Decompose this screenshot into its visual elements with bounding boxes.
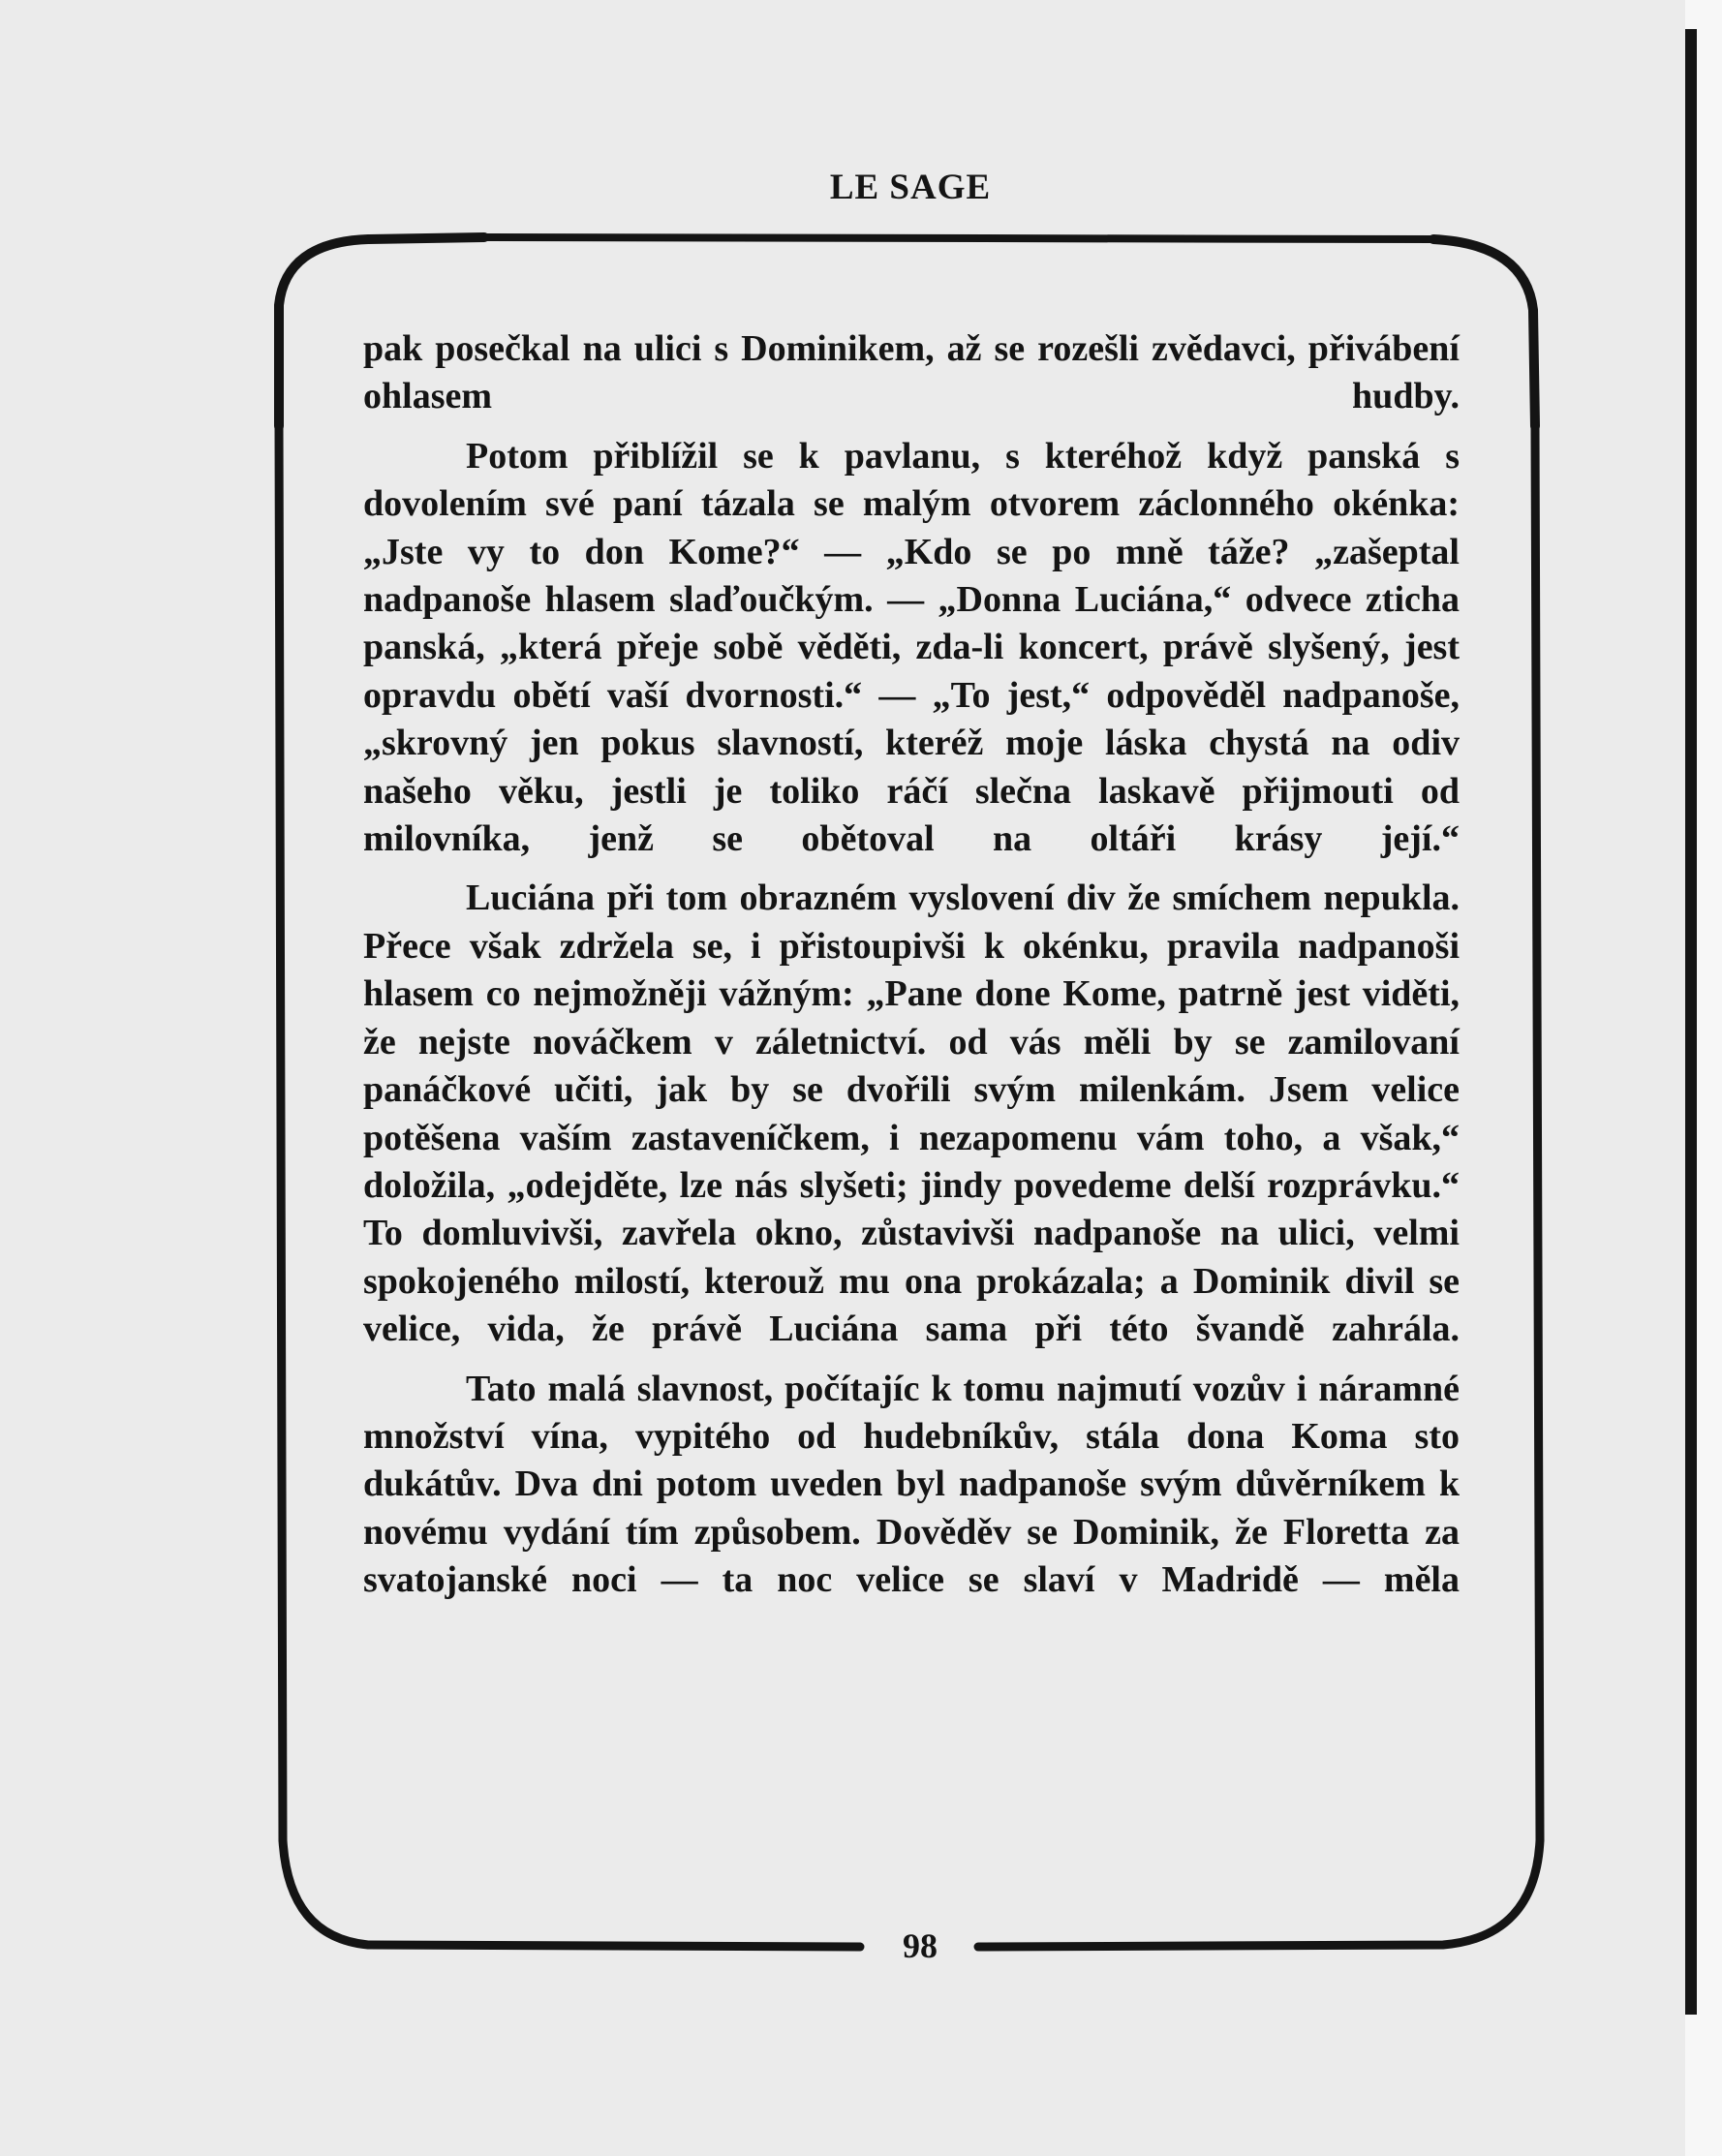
frame-top-border xyxy=(484,237,1433,239)
frame-right-border xyxy=(1535,426,1540,1840)
frame-left-border xyxy=(279,426,283,1840)
paragraph-4: Tato malá slavnost, počítajíc k tomu najmutí vozův i náramné množství vína, vypitého od hudebníkův, stála dona Koma sto dukátův. Dva dni potom uveden byl nadpanoše svým důvěrníkem k novému vydání tím způsobem. Dověděv se Dominik, že Floretta za svatojanské noci — ta noc velice se slaví v Madridě — měla xyxy=(363,1368,1460,1601)
body-text xyxy=(363,325,1460,1617)
binding-shadow xyxy=(1685,29,1697,2015)
paragraph-2: Potom přiblížil se k pavlanu, s kteréhož když panská s dovolením své paní tázala se malým otvorem záclonného okénka: „Jste vy to don Kome?“ — „Kdo se po mně táže? „zašeptal nadpanoše hlasem slaďoučkým. — „Donna Luciána,“ odvece zticha panská, „která přeje sobě věděti, zda-li koncert, právě slyšený, jest opravdu obětí vaší dvornosti.“ — „To jest,“ odpověděl nadpanoše, „skrovný jen pokus slavností, kteréž moje láska chystá na odiv našeho věku, jestli je toliko ráčí slečna laskavě přijmouti od milovníka, jenž se obětoval na oltáři krásy její.“ xyxy=(363,435,1460,860)
frame-bottom-left-corner xyxy=(283,1840,860,1947)
running-head: LE SAGE xyxy=(829,168,992,207)
frame-bottom-right-corner xyxy=(978,1840,1540,1947)
page-number: 98 xyxy=(903,1926,938,1965)
paragraph-1: pak posečkal na ulici s Dominikem, až se rozešli zvědavci, přivábení ohlasem hudby. xyxy=(363,328,1460,417)
paragraph-3: Luciána při tom obrazném vyslovení div že smíchem nepukla. Přece však zdržela se, i přistoupivši k okénku, pravila nadpanoši hlasem co nejmožněji vážným: „Pane done Kome, patrně jest viděti, že nejste nováčkem v záletnictví. od vás měli by se zamilovaní panáčkové učiti, jak by se dvořili svým milenkám. Jsem velice potěšena vaším zastaveníčkem, i nezapomenu vám toho, a však,“ doložila, „odejděte, lze nás slyšeti; jindy povedeme delší rozprávku.“ To domluvivši, zavřela okno, zůstavivši nadpanoše na ulici, velmi spokojeného milostí, kterouž mu ona prokázala; a Dominik divil se velice, vida, že právě Luciána sama při této švandě zahrála. xyxy=(363,878,1460,1350)
